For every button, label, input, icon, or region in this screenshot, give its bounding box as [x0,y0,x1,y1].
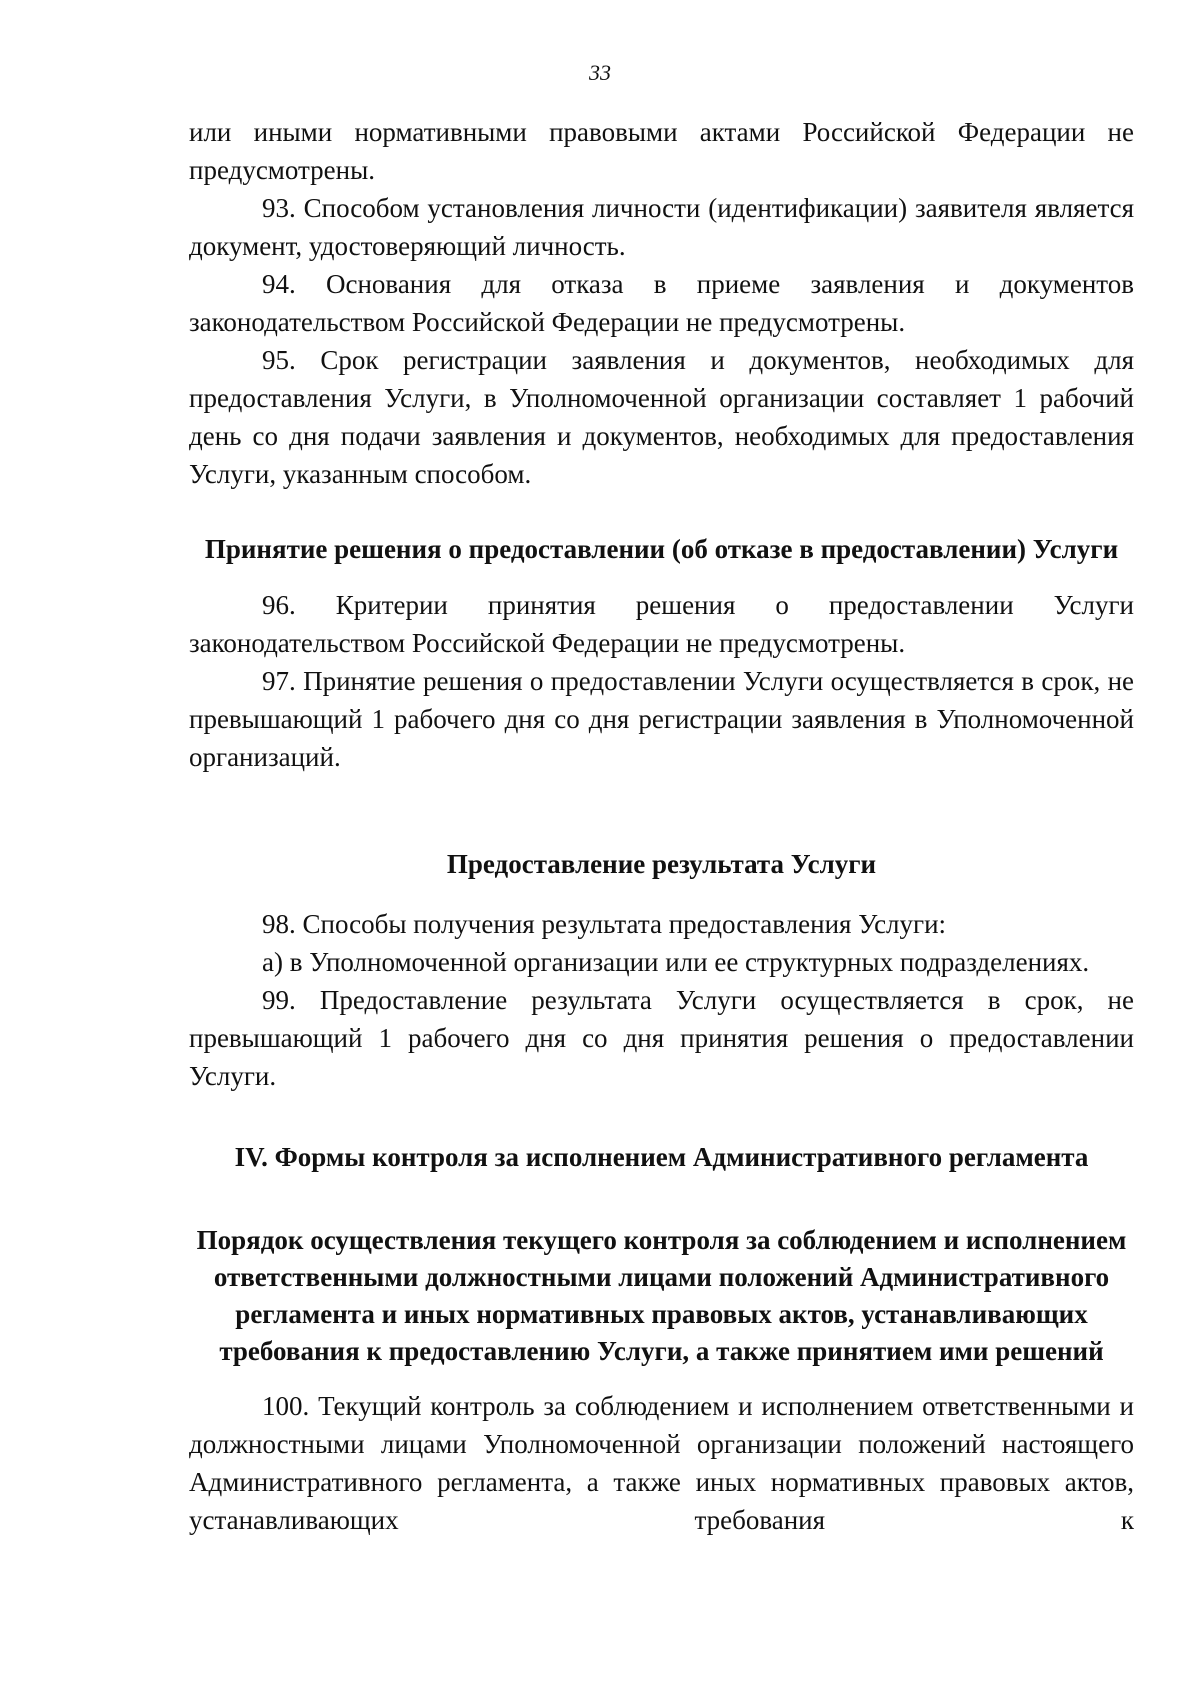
heading-control: Порядок осуществления текущего контроля за соблюдением и исполнением ответственными должностными лицами положений Административного регламента и иных нормативных правовых актов, устанавливающих требования к предоставлению Услуги, а также принятием ими решений [196,1225,1127,1366]
page-number: 33 [589,60,611,85]
heading-decision: Принятие решения о предоставлении (об отказе в предоставлении) Услуги [204,534,1119,564]
paragraph-95: 95. Срок регистрации заявления и документов, необходимых для предоставления Услуги, в Уполномоченной организации составляет 1 рабочий день со дня подачи заявления и документов, необходимых для предоставления Услуги, указанным способом. [189,345,1134,489]
paragraph-94: 94. Основания для отказа в приеме заявления и документов законодательством Российской Федерации не предусмотрены. [189,269,1134,337]
paragraph-continuation: или иными нормативными правовыми актами Российской Федерации не предусмотрены. [189,117,1134,185]
heading-result: Предоставление результата Услуги [446,849,877,879]
paragraph-98: 98. Способы получения результата предоставления Услуги: [262,909,947,939]
paragraph-98a: а) в Уполномоченной организации или ее структурных подразделениях. [262,947,1090,977]
paragraph-100: 100. Текущий контроль за соблюдением и исполнением ответственными и должностными лицами Уполномоченной организации положений настоящего Административного регламента, а также иных нормативных правовых актов, устанавливающих требования к [189,1391,1134,1535]
heading-section-4: IV. Формы контроля за исполнением Административного регламента [234,1142,1089,1172]
paragraph-97: 97. Принятие решения о предоставлении Услуги осуществляется в срок, не превышающий 1 рабочего дня со дня регистрации заявления в Уполномоченной организаций. [189,666,1134,772]
document-body [189,113,1134,1539]
paragraph-93: 93. Способом установления личности (идентификации) заявителя является документ, удостоверяющий личность. [189,193,1134,261]
paragraph-99: 99. Предоставление результата Услуги осуществляется в срок, не превышающий 1 рабочего дня со дня принятия решения о предоставлении Услуги. [189,985,1134,1091]
paragraph-96: 96. Критерии принятия решения о предоставлении Услуги законодательством Российской Федерации не предусмотрены. [189,590,1134,658]
